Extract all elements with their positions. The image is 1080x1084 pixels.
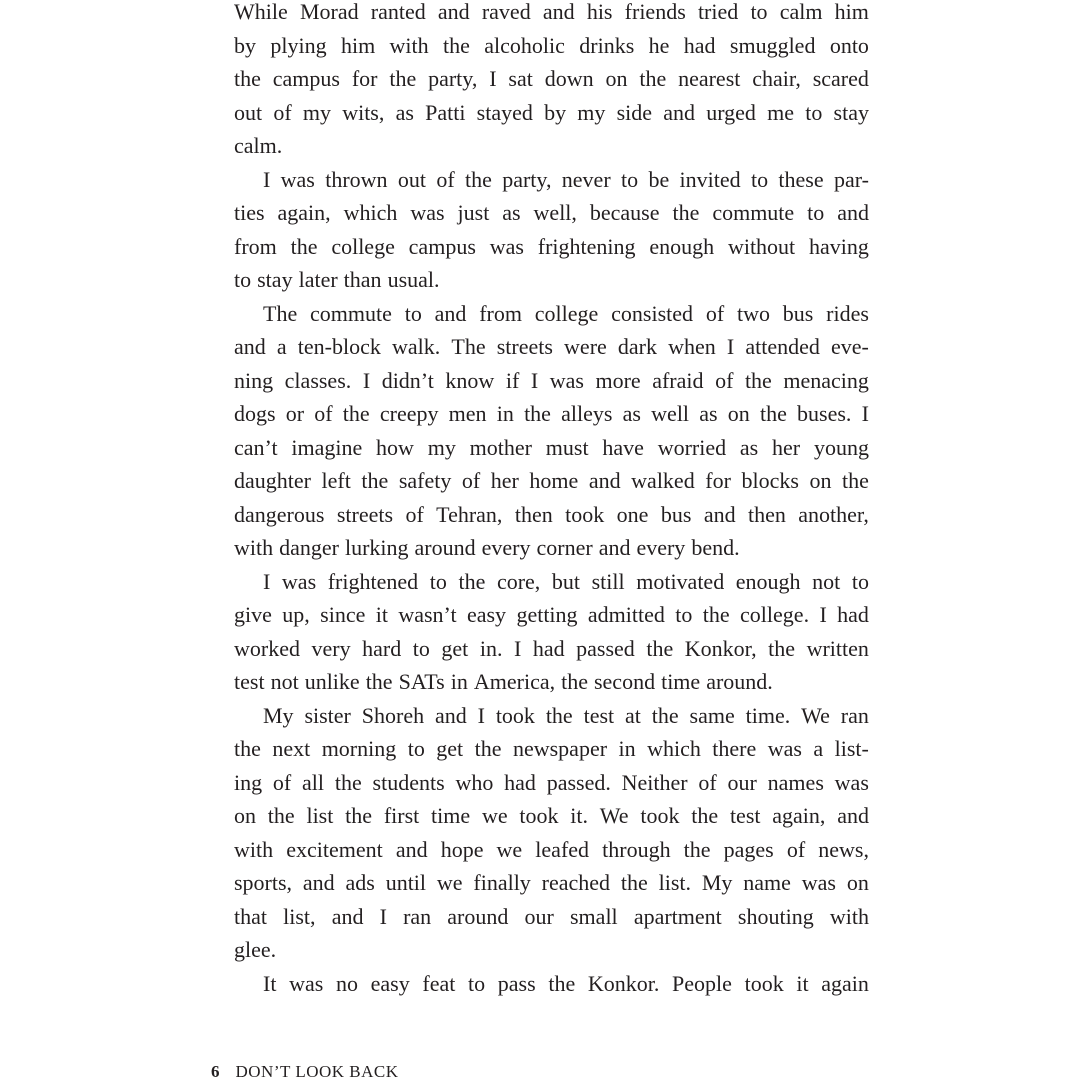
text-line: worked very hard to get in. I had passed the Konkor, the written <box>234 635 869 661</box>
text-line: calm. <box>234 133 283 158</box>
text-line: The commute to and from college consisted of two bus rides <box>263 300 869 326</box>
text-line: to stay later than usual. <box>234 267 440 292</box>
text-line: daughter left the safety of her home and walked for blocks on the <box>234 468 869 493</box>
text-line: test not unlike the SATs in America, the second time around. <box>234 669 773 694</box>
text-line: I was thrown out of the party, never to be invited to these par- <box>263 166 869 192</box>
text-line: the campus for the party, I sat down on the nearest chair, scared <box>234 66 869 91</box>
text-line: sports, and ads until we finally reached the list. My name was on <box>234 870 869 895</box>
text-line: the next morning to get the newspaper in which there was a list- <box>234 736 869 761</box>
text-line: with excitement and hope we leafed through the pages of news, <box>234 836 869 862</box>
text-line: that list, and I ran around our small apartment shouting with <box>234 903 869 929</box>
text-line: glee. <box>234 937 277 962</box>
text-line: It was no easy feat to pass the Konkor. People took it again <box>263 970 869 996</box>
text-line: by plying him with the alcoholic drinks he had smuggled onto <box>234 32 869 58</box>
text-line: can’t imagine how my mother must have worried as her young <box>234 434 869 460</box>
text-line: on the list the first time we took it. We took the test again, and <box>234 803 869 828</box>
text-line: from the college campus was frightening enough without having <box>234 233 869 259</box>
text-line: with danger lurking around every corner and every bend. <box>234 535 740 560</box>
text-line: out of my wits, as Patti stayed by my side and urged me to stay <box>234 99 869 125</box>
page-body <box>234 0 869 1000</box>
text-line: ning classes. I didn’t know if I was more afraid of the menacing <box>234 367 869 393</box>
text-line: My sister Shoreh and I took the test at the same time. We ran <box>263 702 869 728</box>
page-number: 6 <box>211 1062 220 1081</box>
text-line: I was frightened to the core, but still motivated enough not to <box>263 568 869 594</box>
text-line: ing of all the students who had passed. Neither of our names was <box>234 769 869 795</box>
text-line: give up, since it wasn’t easy getting admitted to the college. I had <box>234 602 869 627</box>
text-line: dangerous streets of Tehran, then took one bus and then another, <box>234 501 869 527</box>
text-line: dogs or of the creepy men in the alleys as well as on the buses. I <box>234 401 869 426</box>
page-footer <box>211 1060 399 1084</box>
text-line: and a ten-block walk. The streets were dark when I attended eve- <box>234 334 869 359</box>
text-line: ties again, which was just as well, because the commute to and <box>234 200 869 225</box>
text-line: While Morad ranted and raved and his friends tried to calm him <box>234 0 869 24</box>
running-head: DON’T LOOK BACK <box>235 1062 399 1081</box>
